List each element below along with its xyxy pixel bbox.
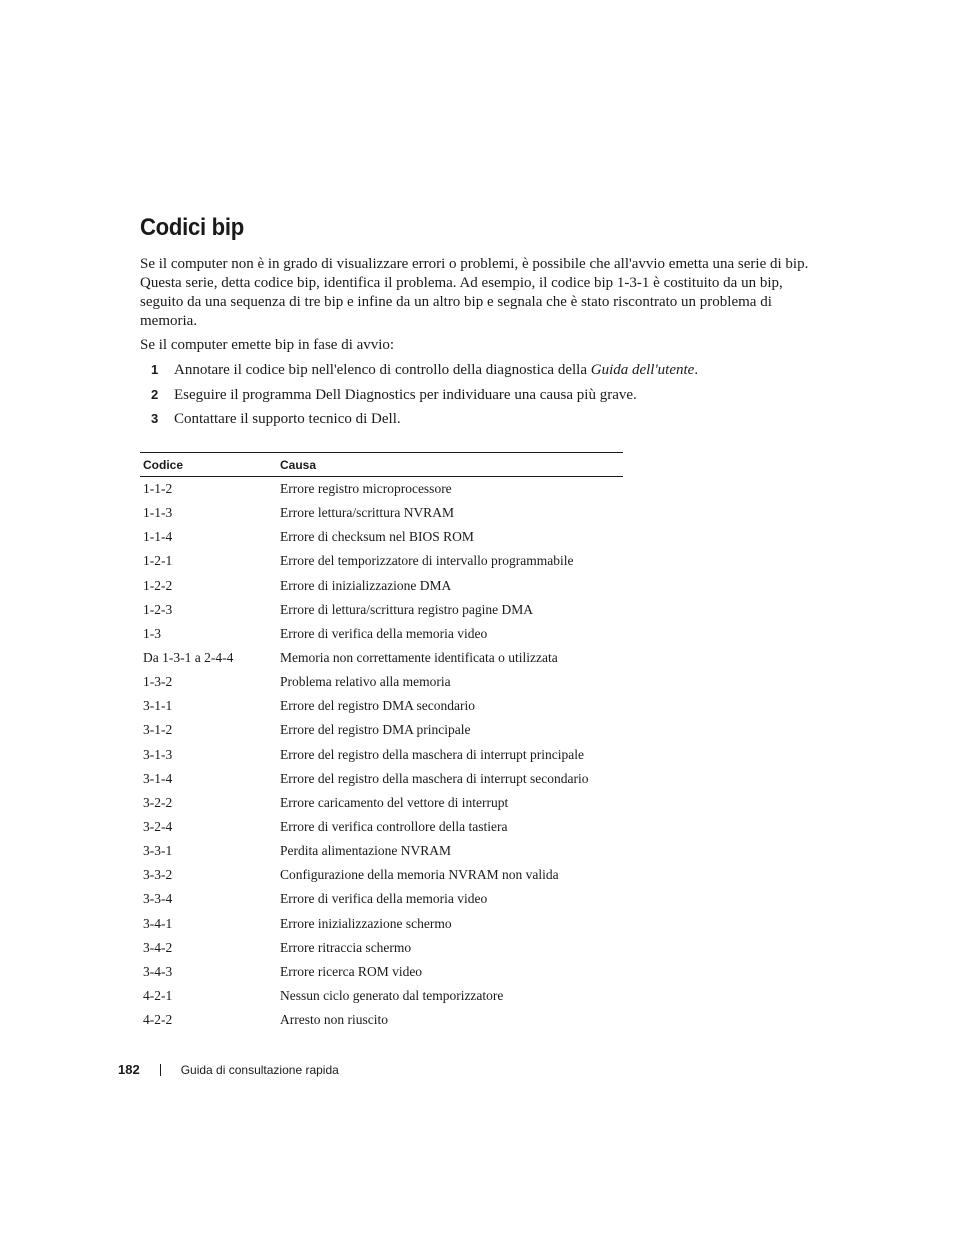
step-number: 1 (151, 362, 159, 377)
step-text-after: . (694, 362, 699, 378)
cell-cause: Errore del temporizzatore di intervallo programmabile (280, 553, 574, 569)
table-row (140, 477, 623, 501)
page-number: 182 (118, 1062, 140, 1077)
cell-code: 3-1-1 (143, 698, 173, 714)
step-number: 2 (151, 386, 159, 402)
step-item (140, 360, 698, 385)
cell-code: Da 1-3-1 a 2-4-4 (143, 650, 234, 666)
step-item (140, 385, 698, 410)
cell-code: 1-1-2 (143, 481, 173, 497)
table-row (140, 1008, 623, 1032)
cell-code: 1-2-3 (143, 601, 173, 617)
step-text: Eseguire il programma Dell Diagnostics per individuare una causa più grave. (174, 386, 637, 403)
table-row (140, 670, 623, 694)
cell-cause: Errore del registro della maschera di interrupt principale (280, 746, 584, 762)
table-header (140, 453, 623, 477)
cell-code: 3-1-2 (143, 722, 173, 738)
steps-list (140, 360, 698, 434)
step-number: 3 (151, 411, 159, 426)
cell-cause: Problema relativo alla memoria (280, 674, 451, 690)
cell-code: 3-3-4 (143, 891, 173, 907)
cell-cause: Errore di inizializzazione DMA (280, 577, 452, 593)
cell-code: 3-2-4 (143, 819, 173, 835)
cell-cause: Errore inizializzazione schermo (280, 915, 452, 931)
step-emphasis: Guida dell'utente (590, 362, 695, 378)
table-row (140, 791, 623, 815)
cell-cause: Errore di verifica della memoria video (280, 891, 488, 907)
cell-cause: Errore registro microprocessore (280, 481, 452, 497)
cell-cause: Errore ritraccia schermo (280, 939, 412, 955)
table-row (140, 887, 623, 911)
page-footer (118, 1062, 339, 1077)
cell-cause: Errore del registro della maschera di interrupt secondario (280, 770, 589, 786)
cell-code: 4-2-2 (143, 1012, 173, 1028)
table-row (140, 743, 623, 767)
step-text: Contattare il supporto tecnico di Dell. (174, 411, 401, 427)
table-row (140, 694, 623, 718)
header-cause: Causa (280, 457, 317, 472)
table-row (140, 549, 623, 573)
cell-cause: Errore caricamento del vettore di interrupt (280, 794, 509, 810)
cell-code: 3-4-1 (143, 915, 173, 931)
step-item (140, 409, 698, 434)
lead-text: Se il computer emette bip in fase di avvio: (140, 337, 395, 353)
beep-codes-table (140, 452, 623, 1032)
table-row (140, 598, 623, 622)
table-row (140, 839, 623, 863)
table-row (140, 574, 623, 598)
cell-cause: Errore lettura/scrittura NVRAM (280, 505, 454, 521)
table-row (140, 815, 623, 839)
cell-cause: Nessun ciclo generato dal temporizzatore (280, 988, 504, 1004)
cell-cause: Memoria non correttamente identificata o utilizzata (280, 650, 558, 666)
table-row (140, 525, 623, 549)
cell-cause: Errore del registro DMA secondario (280, 698, 475, 714)
cell-cause: Errore ricerca ROM video (280, 963, 423, 979)
cell-code: 3-1-4 (143, 770, 173, 786)
cell-code: 1-3 (143, 625, 161, 641)
cell-code: 3-1-3 (143, 746, 173, 762)
header-code: Codice (143, 457, 184, 472)
table-row (140, 501, 623, 525)
table-row (140, 646, 623, 670)
cell-cause: Perdita alimentazione NVRAM (280, 843, 451, 859)
intro-paragraph: Se il computer non è in grado di visualizzare errori o problemi, è possibile che all'avvio emetta una serie di bip. Questa serie, detta codice bip, identifica il problema. Ad esempio, il codice bip 1-3-1 è costituito da un bip, seguito da una sequenza di tre bip e infine da un altro bip e segnala che è stato riscontrato un problema di memoria. (140, 256, 809, 329)
footer-section-title: Guida di consultazione rapida (180, 1062, 339, 1077)
cell-code: 4-2-1 (143, 988, 173, 1004)
cell-cause: Errore di verifica della memoria video (280, 625, 488, 641)
table-row (140, 960, 623, 984)
cell-cause: Errore del registro DMA principale (280, 722, 471, 738)
table-row (140, 718, 623, 742)
cell-code: 1-2-2 (143, 577, 173, 593)
cell-code: 1-2-1 (143, 553, 173, 569)
cell-code: 3-4-3 (143, 963, 173, 979)
table-row (140, 912, 623, 936)
table-row (140, 622, 623, 646)
footer-separator (160, 1064, 161, 1076)
step-text: Annotare il codice bip nell'elenco di controllo della diagnostica della (174, 362, 591, 378)
table-body (140, 477, 623, 1032)
cell-code: 1-1-3 (143, 505, 173, 521)
cell-cause: Arresto non riuscito (280, 1012, 388, 1028)
cell-cause: Errore di checksum nel BIOS ROM (280, 529, 474, 545)
table-row (140, 936, 623, 960)
cell-code: 3-4-2 (143, 939, 173, 955)
cell-code: 1-3-2 (143, 674, 173, 690)
cell-cause: Errore di lettura/scrittura registro pagine DMA (280, 601, 534, 617)
cell-code: 3-3-1 (143, 843, 173, 859)
cell-code: 3-2-2 (143, 794, 173, 810)
cell-code: 1-1-4 (143, 529, 173, 545)
table-row (140, 984, 623, 1008)
cell-cause: Configurazione della memoria NVRAM non valida (280, 867, 559, 883)
table-row (140, 863, 623, 887)
cell-code: 3-3-2 (143, 867, 173, 883)
page-title: Codici bip (140, 214, 244, 241)
cell-cause: Errore di verifica controllore della tastiera (280, 819, 508, 835)
table-row (140, 767, 623, 791)
